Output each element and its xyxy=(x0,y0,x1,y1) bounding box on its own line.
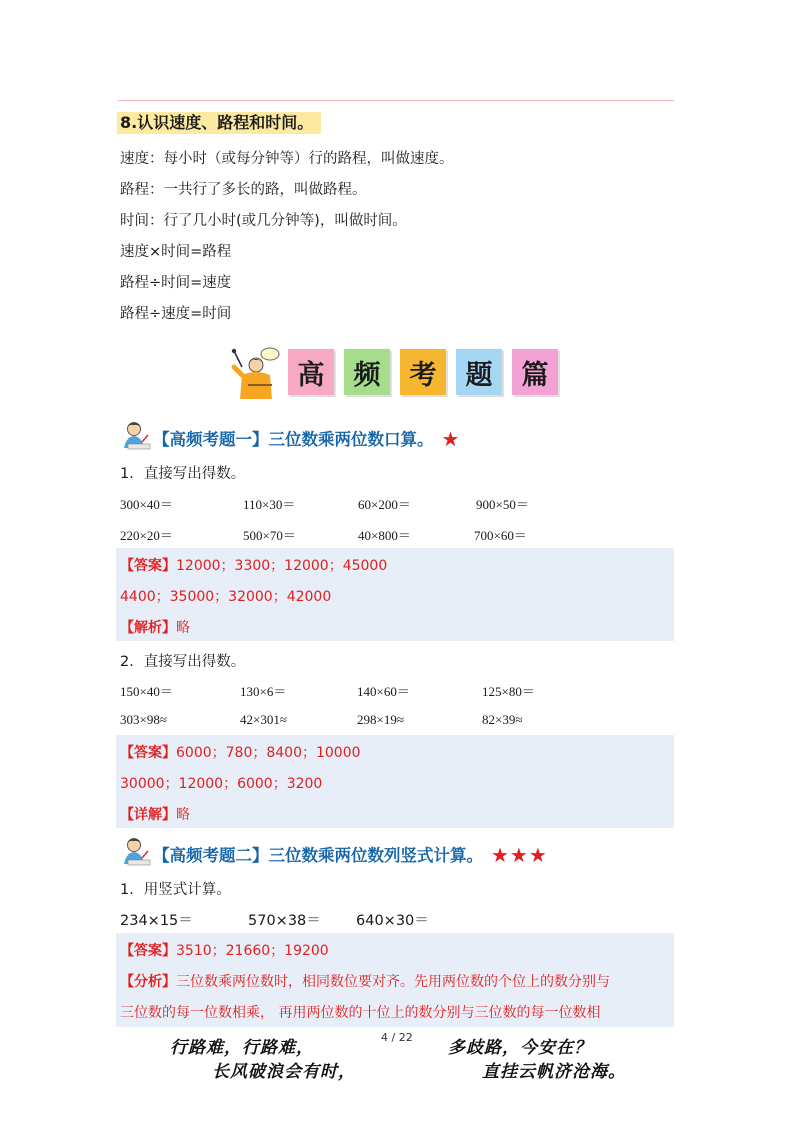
difficulty-stars-icon: ★★★ xyxy=(491,843,548,867)
high-frequency-banner xyxy=(228,345,568,401)
formula-distance: 速度×时间=路程 xyxy=(120,244,232,260)
answer-tag: 【答案】 xyxy=(120,558,176,574)
student-writing-icon xyxy=(120,834,156,870)
poem-line: 行路难，行路难， xyxy=(170,1038,314,1058)
teacher-illustration-icon xyxy=(228,345,282,401)
analysis-text-2: 三位数的每一位数相乘， 再用两位数的十位上的数分别与三位数的每一位数相 xyxy=(120,1005,601,1021)
difficulty-stars-icon: ★ xyxy=(441,427,461,451)
answer-line xyxy=(120,742,361,762)
banner-tile-1: 高 xyxy=(288,349,334,395)
poem-line: 长风破浪会有时， xyxy=(212,1062,356,1082)
topic1-title xyxy=(153,426,460,451)
answer-tag: 【答案】 xyxy=(120,943,176,959)
expression: 150×40＝ xyxy=(120,684,173,699)
formula-time: 路程÷速度=时间 xyxy=(120,306,232,322)
analysis-line xyxy=(120,617,190,637)
expression: 300×40＝ xyxy=(120,497,173,512)
expression: 42×301≈ xyxy=(240,712,287,727)
expression: 40×800＝ xyxy=(358,528,411,543)
topic2-title xyxy=(153,842,548,867)
analysis-text: 略 xyxy=(176,620,190,636)
expression: 220×20＝ xyxy=(120,528,173,543)
answer-text-2: 4400；35000；32000；42000 xyxy=(120,589,332,605)
analysis-line xyxy=(120,971,610,991)
answer-text: 12000；3300；12000；45000 xyxy=(176,558,388,574)
answer-text: 6000；780；8400；10000 xyxy=(176,745,361,761)
expression: 140×60＝ xyxy=(357,684,410,699)
analysis-tag: 【分析】 xyxy=(120,974,176,990)
answer-text: 3510；21660；19200 xyxy=(176,943,329,959)
question-1-label: 1．直接写出得数。 xyxy=(120,466,246,482)
section-heading: 8.认识速度、路程和时间。 xyxy=(117,112,321,134)
answer-box xyxy=(116,933,674,1027)
banner-tile-5: 篇 xyxy=(512,349,558,395)
expression: 125×80＝ xyxy=(482,684,535,699)
question-1-label: 1．用竖式计算。 xyxy=(120,882,231,898)
expression: 500×70＝ xyxy=(243,528,296,543)
analysis-text: 三位数乘两位数时，相同数位要对齐。先用两位数的个位上的数分别与 xyxy=(176,974,610,990)
expression: 900×50＝ xyxy=(476,497,529,512)
definition-speed: 速度：每小时（或每分钟等）行的路程，叫做速度。 xyxy=(120,151,454,167)
expression: 234×15＝ xyxy=(120,913,193,929)
topic2-title-text: 【高频考题二】三位数乘两位数列竖式计算。 xyxy=(153,846,483,865)
expression: 700×60＝ xyxy=(474,528,527,543)
question-2-label: 2．直接写出得数。 xyxy=(120,654,246,670)
formula-speed: 路程÷时间=速度 xyxy=(120,275,232,291)
student-writing-icon xyxy=(120,418,156,454)
answer-line xyxy=(120,940,329,960)
poem-line: 多歧路，今安在？ xyxy=(448,1038,592,1058)
banner-tile-2: 频 xyxy=(344,349,390,395)
expression: 303×98≈ xyxy=(120,712,167,727)
answer-line xyxy=(120,555,387,575)
answer-tag: 【答案】 xyxy=(120,745,176,761)
header-rule xyxy=(118,100,674,101)
answer-text-2: 30000；12000；6000；3200 xyxy=(120,776,323,792)
answer-box xyxy=(116,548,674,641)
expression: 570×38＝ xyxy=(248,913,321,929)
detail-tag: 【详解】 xyxy=(120,807,176,823)
topic1-title-text: 【高频考题一】三位数乘两位数口算。 xyxy=(153,430,434,449)
analysis-tag: 【解析】 xyxy=(120,620,176,636)
banner-tile-4: 题 xyxy=(456,349,502,395)
expression: 60×200＝ xyxy=(358,497,411,512)
expression: 82×39≈ xyxy=(482,712,523,727)
definition-time: 时间：行了几小时(或几分钟等)，叫做时间。 xyxy=(120,213,407,229)
detail-line xyxy=(120,804,190,824)
poem-line: 直挂云帆济沧海。 xyxy=(482,1062,626,1082)
banner-tile-3: 考 xyxy=(400,349,446,395)
definition-distance: 路程：一共行了多长的路，叫做路程。 xyxy=(120,182,367,198)
page-number: 4 / 22 xyxy=(381,1031,413,1044)
expression: 640×30＝ xyxy=(356,913,429,929)
detail-text: 略 xyxy=(176,807,190,823)
answer-box xyxy=(116,735,674,828)
expression: 110×30＝ xyxy=(243,497,296,512)
expression: 298×19≈ xyxy=(357,712,404,727)
expression: 130×6＝ xyxy=(240,684,287,699)
